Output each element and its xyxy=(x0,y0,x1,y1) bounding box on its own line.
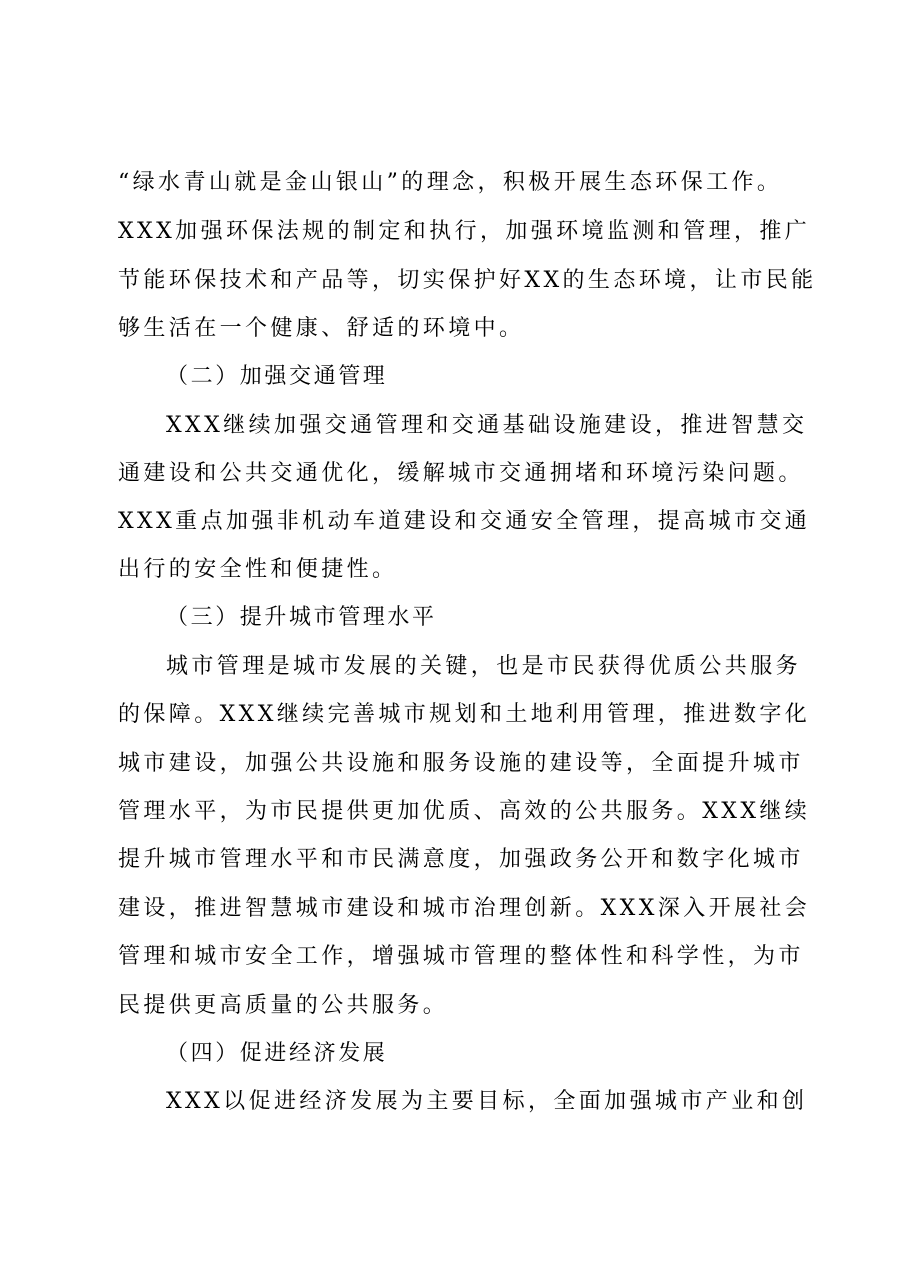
paragraph-line: XXX加强环保法规的制定和执行，加强环境监测和管理，推广 xyxy=(118,219,811,244)
section-heading-3: （三）提升城市管理水平 xyxy=(166,605,437,630)
paragraph-line: 出行的安全性和便捷性。 xyxy=(118,557,398,582)
paragraph-line: 民提供更高质量的公共服务。 xyxy=(118,993,449,1018)
paragraph-line: 够生活在一个健康、舒适的环境中。 xyxy=(118,316,525,341)
paragraph-line: 管理和城市安全工作，增强城市管理的整体性和科学性，为市 xyxy=(118,944,804,969)
paragraph-line: 管理水平，为市民提供更加优质、高效的公共服务。XXX继续 xyxy=(118,799,811,824)
paragraph-line: 城市管理是城市发展的关键，也是市民获得优质公共服务 xyxy=(166,654,802,679)
paragraph-line: 城市建设，加强公共设施和服务设施的建设等，全面提升城市 xyxy=(118,751,804,776)
paragraph-line: XXX继续加强交通管理和交通基础设施建设，推进智慧交 xyxy=(166,413,808,438)
paragraph-line: 提升城市管理水平和市民满意度，加强政务公开和数字化城市 xyxy=(118,847,804,872)
paragraph-line: XXX以促进经济发展为主要目标，全面加强城市产业和创 xyxy=(166,1089,808,1114)
paragraph-line: 的保障。XXX继续完善城市规划和土地利用管理，推进数字化 xyxy=(118,702,811,727)
paragraph-line: 建设，推进智慧城市建设和城市治理创新。XXX深入开展社会 xyxy=(118,896,811,921)
paragraph-line: 节能环保技术和产品等，切实保护好XX的生态环境，让市民能 xyxy=(118,268,817,293)
paragraph-line: XXX重点加强非机动车道建设和交通安全管理，提高城市交通 xyxy=(118,509,811,534)
paragraph-line: 通建设和公共交通优化，缓解城市交通拥堵和环境污染问题。 xyxy=(118,461,804,486)
section-heading-2: （二）加强交通管理 xyxy=(166,364,388,389)
paragraph-line: “绿水青山就是金山银山”的理念，积极开展生态环保工作。 xyxy=(118,170,783,195)
section-heading-4: （四）促进经济发展 xyxy=(166,1041,388,1066)
